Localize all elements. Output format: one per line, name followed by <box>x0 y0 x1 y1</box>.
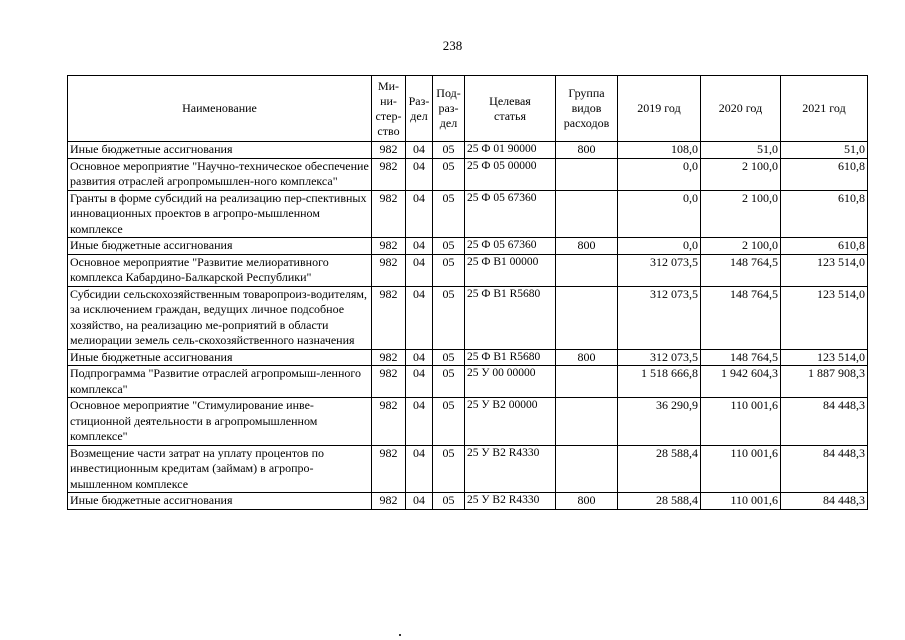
cell-ministry: 982 <box>372 254 406 286</box>
table-header-row <box>68 76 868 142</box>
cell-name: Иные бюджетные ассигнования <box>68 493 372 510</box>
cell-y2020: 110 001,6 <box>701 398 781 446</box>
cell-subsection: 05 <box>433 190 465 238</box>
cell-section: 04 <box>406 254 433 286</box>
cell-ministry: 982 <box>372 238 406 255</box>
cell-target: 25 У В2 R4330 <box>465 493 556 510</box>
table-row <box>68 366 868 398</box>
cell-y2021: 610,8 <box>781 158 868 190</box>
cell-group <box>556 254 618 286</box>
cell-y2020: 2 100,0 <box>701 158 781 190</box>
cell-target: 25 Ф 05 00000 <box>465 158 556 190</box>
cell-y2021: 1 887 908,3 <box>781 366 868 398</box>
cell-ministry: 982 <box>372 349 406 366</box>
cell-section: 04 <box>406 158 433 190</box>
cell-y2019: 312 073,5 <box>618 286 701 349</box>
cell-section: 04 <box>406 349 433 366</box>
cell-y2020: 110 001,6 <box>701 493 781 510</box>
cell-y2021: 123 514,0 <box>781 286 868 349</box>
cell-target: 25 Ф 01 90000 <box>465 142 556 159</box>
cell-section: 04 <box>406 286 433 349</box>
cell-subsection: 05 <box>433 254 465 286</box>
cell-section: 04 <box>406 238 433 255</box>
cell-section: 04 <box>406 445 433 493</box>
cell-target: 25 У 00 00000 <box>465 366 556 398</box>
cell-subsection: 05 <box>433 445 465 493</box>
cell-y2021: 84 448,3 <box>781 398 868 446</box>
header-name: Наименование <box>68 76 372 142</box>
cell-section: 04 <box>406 190 433 238</box>
cell-y2019: 312 073,5 <box>618 254 701 286</box>
cell-group: 800 <box>556 238 618 255</box>
cell-y2021: 123 514,0 <box>781 349 868 366</box>
cell-y2020: 148 764,5 <box>701 286 781 349</box>
table-row <box>68 493 868 510</box>
header-ministry: Ми- ни- стер- ство <box>372 76 406 142</box>
header-section: Раз- дел <box>406 76 433 142</box>
table-row <box>68 445 868 493</box>
cell-y2021: 610,8 <box>781 190 868 238</box>
cell-ministry: 982 <box>372 142 406 159</box>
table-row <box>68 398 868 446</box>
cell-subsection: 05 <box>433 493 465 510</box>
cell-ministry: 982 <box>372 286 406 349</box>
cell-name: Иные бюджетные ассигнования <box>68 142 372 159</box>
table-row <box>68 158 868 190</box>
table-row <box>68 349 868 366</box>
cell-section: 04 <box>406 493 433 510</box>
cell-ministry: 982 <box>372 445 406 493</box>
table-row <box>68 142 868 159</box>
cell-ministry: 982 <box>372 158 406 190</box>
cell-y2019: 1 518 666,8 <box>618 366 701 398</box>
cell-y2021: 610,8 <box>781 238 868 255</box>
cell-y2019: 36 290,9 <box>618 398 701 446</box>
cell-name: Подпрограмма "Развитие отраслей агропромыш-ленного комплекса" <box>68 366 372 398</box>
cell-ministry: 982 <box>372 190 406 238</box>
cell-name: Возмещение части затрат на уплату процентов по инвестиционным кредитам (займам) в агропро-мышленном комплексе <box>68 445 372 493</box>
cell-subsection: 05 <box>433 238 465 255</box>
cell-ministry: 982 <box>372 398 406 446</box>
cell-target: 25 У В2 00000 <box>465 398 556 446</box>
cell-y2020: 2 100,0 <box>701 238 781 255</box>
cell-subsection: 05 <box>433 349 465 366</box>
cell-y2019: 0,0 <box>618 158 701 190</box>
cell-group <box>556 158 618 190</box>
cell-y2019: 0,0 <box>618 190 701 238</box>
cell-y2019: 0,0 <box>618 238 701 255</box>
cell-y2021: 51,0 <box>781 142 868 159</box>
cell-target: 25 Ф В1 R5680 <box>465 349 556 366</box>
budget-table <box>67 75 868 510</box>
cell-section: 04 <box>406 142 433 159</box>
cell-group: 800 <box>556 493 618 510</box>
cell-y2019: 108,0 <box>618 142 701 159</box>
cell-target: 25 Ф 05 67360 <box>465 238 556 255</box>
cell-y2019: 312 073,5 <box>618 349 701 366</box>
cell-group <box>556 286 618 349</box>
page-mark <box>399 634 401 636</box>
cell-group: 800 <box>556 142 618 159</box>
cell-y2021: 84 448,3 <box>781 445 868 493</box>
cell-y2020: 148 764,5 <box>701 349 781 366</box>
table-row <box>68 254 868 286</box>
cell-name: Основное мероприятие "Научно-техническое обеспечение развития отраслей агропромышлен-ного комплекса" <box>68 158 372 190</box>
cell-y2020: 2 100,0 <box>701 190 781 238</box>
table-row <box>68 190 868 238</box>
cell-y2020: 110 001,6 <box>701 445 781 493</box>
cell-subsection: 05 <box>433 286 465 349</box>
cell-target: 25 У В2 R4330 <box>465 445 556 493</box>
cell-subsection: 05 <box>433 158 465 190</box>
header-target: Целевая статья <box>465 76 556 142</box>
cell-name: Субсидии сельскохозяйственным товаропроиз-водителям, за исключением граждан, ведущих личное подсобное хозяйство, на реализацию ме-роприятий в области мелиорации земель сель-скохозяйственного назначения <box>68 286 372 349</box>
cell-ministry: 982 <box>372 493 406 510</box>
header-2021: 2021 год <box>781 76 868 142</box>
cell-ministry: 982 <box>372 366 406 398</box>
cell-target: 25 Ф 05 67360 <box>465 190 556 238</box>
cell-target: 25 Ф В1 R5680 <box>465 286 556 349</box>
cell-y2019: 28 588,4 <box>618 493 701 510</box>
cell-y2020: 51,0 <box>701 142 781 159</box>
cell-y2020: 148 764,5 <box>701 254 781 286</box>
header-subsection: Под- раз- дел <box>433 76 465 142</box>
cell-target: 25 Ф В1 00000 <box>465 254 556 286</box>
cell-name: Основное мероприятие "Развитие мелиоративного комплекса Кабардино-Балкарской Республики" <box>68 254 372 286</box>
cell-group <box>556 398 618 446</box>
cell-group <box>556 445 618 493</box>
header-2020: 2020 год <box>701 76 781 142</box>
cell-group <box>556 190 618 238</box>
cell-y2020: 1 942 604,3 <box>701 366 781 398</box>
cell-name: Иные бюджетные ассигнования <box>68 238 372 255</box>
header-expense-group: Группа видов расходов <box>556 76 618 142</box>
table-row <box>68 238 868 255</box>
cell-group: 800 <box>556 349 618 366</box>
cell-name: Гранты в форме субсидий на реализацию пер-спективных инновационных проектов в агропро-мышленном комплексе <box>68 190 372 238</box>
table-row <box>68 286 868 349</box>
cell-group <box>556 366 618 398</box>
page-number: 238 <box>442 38 463 53</box>
header-2019: 2019 год <box>618 76 701 142</box>
cell-y2019: 28 588,4 <box>618 445 701 493</box>
cell-y2021: 84 448,3 <box>781 493 868 510</box>
cell-subsection: 05 <box>433 366 465 398</box>
cell-name: Основное мероприятие "Стимулирование инве-стиционной деятельности в агропромышленном комплексе" <box>68 398 372 446</box>
cell-y2021: 123 514,0 <box>781 254 868 286</box>
cell-subsection: 05 <box>433 142 465 159</box>
cell-subsection: 05 <box>433 398 465 446</box>
cell-section: 04 <box>406 398 433 446</box>
cell-name: Иные бюджетные ассигнования <box>68 349 372 366</box>
cell-section: 04 <box>406 366 433 398</box>
